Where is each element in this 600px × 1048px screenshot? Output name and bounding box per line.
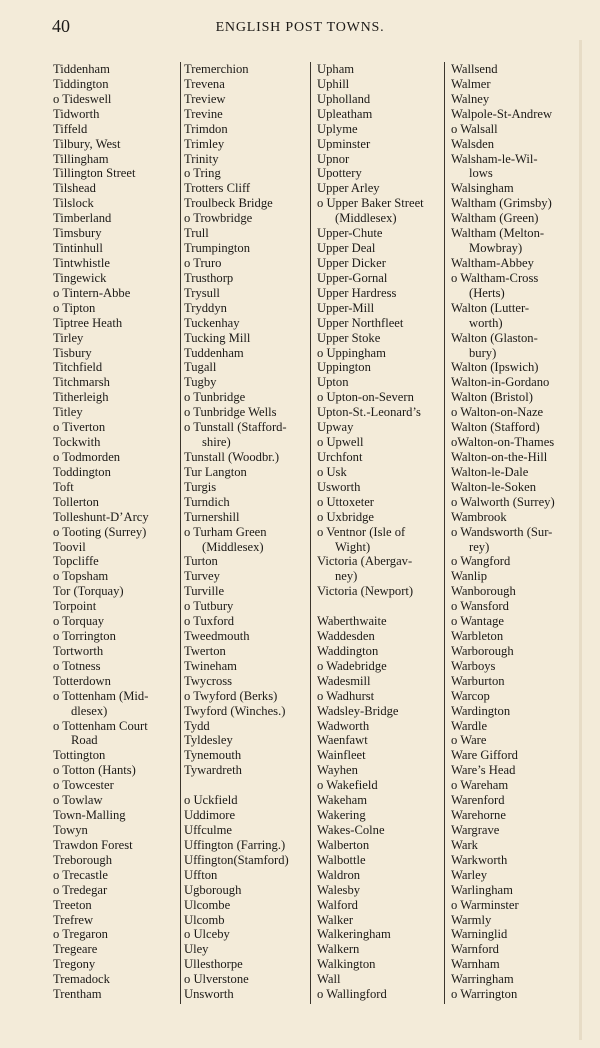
town-entry: Warmly bbox=[451, 912, 492, 927]
town-entry: Walmer bbox=[451, 76, 491, 91]
town-entry: Wakes-Colne bbox=[317, 823, 385, 838]
town-entry: Walsham-le-Wil- bbox=[451, 151, 538, 166]
town-entry: Ware’s Head bbox=[451, 763, 516, 778]
spacer bbox=[317, 599, 445, 614]
town-entry: Upper Hardress bbox=[317, 285, 397, 300]
town-entry: o Towlaw bbox=[53, 793, 103, 808]
town-entry: bury) bbox=[469, 345, 497, 360]
town-entry: Tuckenhay bbox=[184, 315, 240, 330]
town-entry: Twineham bbox=[184, 658, 237, 673]
town-entry: Tryddyn bbox=[184, 300, 227, 315]
town-entry: o Towcester bbox=[53, 778, 114, 793]
town-entry: Waltham-Abbey bbox=[451, 255, 534, 270]
town-entry: lows bbox=[469, 166, 493, 181]
town-entry: Wadsley-Bridge bbox=[317, 703, 399, 718]
town-entry: Upton bbox=[317, 375, 349, 390]
town-entry: Trinity bbox=[184, 151, 219, 166]
town-entry: o Tottenham (Mid- bbox=[53, 688, 149, 703]
town-entry: o Turham Green bbox=[184, 524, 267, 539]
town-entry: Warley bbox=[451, 867, 488, 882]
town-entry: Toddington bbox=[53, 464, 111, 479]
town-entry: ney) bbox=[335, 569, 358, 584]
town-entry: Tor (Torquay) bbox=[53, 584, 124, 599]
town-entry: o Topsham bbox=[53, 569, 109, 584]
town-entry: Ware Gifford bbox=[451, 748, 518, 763]
town-entry: Wainfleet bbox=[317, 748, 366, 763]
town-entry: Wambrook bbox=[451, 509, 507, 524]
town-entry: Tugby bbox=[184, 375, 217, 390]
town-entry: o Ventnor (Isle of bbox=[317, 524, 406, 539]
town-entry: o Uppingham bbox=[317, 345, 386, 360]
town-entry: Warninglid bbox=[451, 927, 508, 942]
town-entry: o Ulverstone bbox=[184, 972, 249, 987]
town-entry: o Warrington bbox=[451, 987, 518, 1002]
town-entry: Titchfield bbox=[53, 360, 103, 375]
town-entry: Road bbox=[71, 733, 98, 748]
town-entry: o Waltham-Cross bbox=[451, 270, 539, 285]
town-entry: o Walton-on-Naze bbox=[451, 405, 544, 420]
town-entry: Victoria (Abergav- bbox=[317, 554, 413, 569]
town-entry: o Upwell bbox=[317, 435, 364, 450]
town-entry: Warlingham bbox=[451, 882, 513, 897]
town-entry: Towyn bbox=[53, 823, 88, 838]
town-entry: Walton (Bristol) bbox=[451, 390, 533, 405]
town-entry: Upholland bbox=[317, 91, 371, 106]
town-entry: (Middlesex) bbox=[202, 539, 264, 554]
town-entry: Treeton bbox=[53, 897, 92, 912]
town-entry: Trysull bbox=[184, 285, 220, 300]
town-entry: Uddimore bbox=[184, 808, 236, 823]
town-entry: Warcop bbox=[451, 688, 490, 703]
town-entry: o Tunbridge bbox=[184, 390, 246, 405]
town-entry: o Ware bbox=[451, 733, 487, 748]
town-entry: Walton-in-Gordano bbox=[451, 375, 550, 390]
town-entry: Wanlip bbox=[451, 569, 488, 584]
town-entry: Warringham bbox=[451, 972, 514, 987]
town-entry: Tuddenham bbox=[184, 345, 244, 360]
town-entry: Trevine bbox=[184, 106, 223, 121]
town-entry: Waltham (Melton- bbox=[451, 226, 545, 241]
town-entry: o Upper Baker Street bbox=[317, 196, 424, 211]
town-entry: dlesex) bbox=[71, 703, 108, 718]
town-entry: Wakeham bbox=[317, 793, 368, 808]
town-entry: o Tideswell bbox=[53, 91, 112, 106]
town-entry: Waddesden bbox=[317, 629, 375, 644]
town-entry: Upway bbox=[317, 420, 354, 435]
town-entry: Tynemouth bbox=[184, 748, 242, 763]
town-entry: Tiddenham bbox=[53, 62, 110, 76]
town-entry: Walpole-St-Andrew bbox=[451, 106, 553, 121]
town-entry: Warboys bbox=[451, 658, 496, 673]
town-entry: Trimley bbox=[184, 136, 225, 151]
town-entry: Town-Malling bbox=[53, 808, 126, 823]
town-entry: Waldron bbox=[317, 867, 361, 882]
town-entry: o Wadhurst bbox=[317, 688, 375, 703]
town-entry: Upham bbox=[317, 62, 355, 76]
town-entry: Tregeare bbox=[53, 942, 98, 957]
town-entry: Tockwith bbox=[53, 435, 101, 450]
town-entry: o Wandsworth (Sur- bbox=[451, 524, 553, 539]
town-entry: Wakering bbox=[317, 808, 366, 823]
town-entry: Wall bbox=[317, 972, 341, 987]
town-entry: Turton bbox=[184, 554, 218, 569]
town-entry: Tintwhistle bbox=[53, 255, 110, 270]
town-entry: o Usk bbox=[317, 464, 347, 479]
town-entry: Trotters Cliff bbox=[184, 181, 251, 196]
town-entry: Warehorne bbox=[451, 808, 506, 823]
column-4 bbox=[451, 62, 575, 1012]
town-entry: Upper Arley bbox=[317, 181, 380, 196]
town-entry: Upper Northfleet bbox=[317, 315, 404, 330]
town-entry: o Ulceby bbox=[184, 927, 230, 942]
town-entry: Tilshead bbox=[53, 181, 96, 196]
town-entry: Waltham (Grimsby) bbox=[451, 196, 552, 211]
town-entry: Turville bbox=[184, 584, 225, 599]
town-entry: worth) bbox=[469, 315, 503, 330]
town-entry: Upper Dicker bbox=[317, 255, 386, 270]
town-entry: (Herts) bbox=[469, 285, 505, 300]
town-entry: Tur Langton bbox=[184, 464, 247, 479]
town-entry: o Tiverton bbox=[53, 420, 106, 435]
town-entry: Tortworth bbox=[53, 643, 104, 658]
town-entry: Ullesthorpe bbox=[184, 957, 243, 972]
town-entry: Tolleshunt-D’Arcy bbox=[53, 509, 149, 524]
town-entry: Victoria (Newport) bbox=[317, 584, 414, 599]
town-entry: Upper Deal bbox=[317, 241, 376, 256]
town-entry: Tremadock bbox=[53, 972, 110, 987]
town-entry: Warnford bbox=[451, 942, 499, 957]
town-entry: Topcliffe bbox=[53, 554, 99, 569]
town-entry: Toovil bbox=[53, 539, 86, 554]
town-entry: Upton-St.-Leonard’s bbox=[317, 405, 421, 420]
town-entry: Tregony bbox=[53, 957, 96, 972]
town-entry: Tywardreth bbox=[184, 763, 242, 778]
town-entry: Turndich bbox=[184, 494, 230, 509]
town-entry: o Tring bbox=[184, 166, 221, 181]
town-entry: Tweedmouth bbox=[184, 629, 250, 644]
town-entry: Walberton bbox=[317, 837, 370, 852]
town-entry: Warenford bbox=[451, 793, 505, 808]
town-entry: Walton-on-the-Hill bbox=[451, 449, 548, 464]
town-entry: Walesby bbox=[317, 882, 361, 897]
town-entry: Wight) bbox=[335, 539, 371, 554]
town-entry: Ugborough bbox=[184, 882, 242, 897]
town-entry: Treview bbox=[184, 91, 226, 106]
town-entry: o Tottenham Court bbox=[53, 718, 148, 733]
town-entry: o Wakefield bbox=[317, 778, 378, 793]
town-entry: Tollerton bbox=[53, 494, 99, 509]
town-entry: Upper-Mill bbox=[317, 300, 375, 315]
town-entry: Uppington bbox=[317, 360, 371, 375]
town-entry: Titley bbox=[53, 405, 83, 420]
town-entry: Upper Stoke bbox=[317, 330, 381, 345]
town-entry: o Tooting (Surrey) bbox=[53, 524, 147, 539]
town-entry: Waddington bbox=[317, 643, 379, 658]
town-entry: Wanborough bbox=[451, 584, 516, 599]
town-entry: Wargrave bbox=[451, 823, 500, 838]
town-entry: Waltham (Green) bbox=[451, 211, 539, 226]
town-entry: Totterdown bbox=[53, 673, 111, 688]
town-entry: Uffington (Farring.) bbox=[184, 837, 286, 852]
town-entry: Turgis bbox=[184, 479, 217, 494]
town-entry: o Totton (Hants) bbox=[53, 763, 136, 778]
town-entry: Tillingham bbox=[53, 151, 109, 166]
town-entry: o Uckfield bbox=[184, 793, 238, 808]
town-entry: o Tunbridge Wells bbox=[184, 405, 277, 420]
town-entry: Wadesmill bbox=[317, 673, 371, 688]
town-entry: Trevena bbox=[184, 76, 225, 91]
town-entry: o Warminster bbox=[451, 897, 519, 912]
town-entry: Upnor bbox=[317, 151, 350, 166]
town-entry: Walsingham bbox=[451, 181, 514, 196]
town-entry: Waberthwaite bbox=[317, 614, 387, 629]
town-entry: Tillington Street bbox=[53, 166, 136, 181]
town-entry: o Trowbridge bbox=[184, 211, 253, 226]
town-entry: Tilbury, West bbox=[53, 136, 121, 151]
town-entry: Ulcombe bbox=[184, 897, 231, 912]
town-entry: o Wareham bbox=[451, 778, 509, 793]
town-entry: Toft bbox=[53, 479, 74, 494]
town-entry: Mowbray) bbox=[469, 241, 523, 256]
town-entry: Trull bbox=[184, 226, 209, 241]
town-entry: Uffington(Stamford) bbox=[184, 852, 289, 867]
page-edge-shadow bbox=[579, 40, 582, 1040]
town-entry: Urchfont bbox=[317, 449, 363, 464]
town-entry: Ulcomb bbox=[184, 912, 225, 927]
town-entry: o Tutbury bbox=[184, 599, 234, 614]
town-entry: Turnershill bbox=[184, 509, 240, 524]
town-entry: Trefrew bbox=[53, 912, 94, 927]
town-entry: Timsbury bbox=[53, 226, 102, 241]
town-entry: Tydd bbox=[184, 718, 210, 733]
town-entry: Twycross bbox=[184, 673, 233, 688]
town-entry: o Tipton bbox=[53, 300, 96, 315]
town-entry: Tiddington bbox=[53, 76, 109, 91]
town-entry: Turvey bbox=[184, 569, 220, 584]
town-entry: Walsden bbox=[451, 136, 495, 151]
town-entry: Uplyme bbox=[317, 121, 358, 136]
town-entry: Walford bbox=[317, 897, 358, 912]
town-entry: Twyford (Winches.) bbox=[184, 703, 286, 718]
town-entry: Warborough bbox=[451, 643, 514, 658]
town-entry: Torpoint bbox=[53, 599, 97, 614]
town-entry: Warburton bbox=[451, 673, 505, 688]
town-entry: Upminster bbox=[317, 136, 371, 151]
town-entry: Twerton bbox=[184, 643, 226, 658]
town-entry: Waenfawt bbox=[317, 733, 368, 748]
town-entry: o Walworth (Surrey) bbox=[451, 494, 555, 509]
town-entry: Tintinhull bbox=[53, 241, 103, 256]
column-1 bbox=[53, 62, 177, 1012]
town-entry: Wardington bbox=[451, 703, 511, 718]
town-entry: Walton (Lutter- bbox=[451, 300, 530, 315]
town-entry: o Todmorden bbox=[53, 449, 121, 464]
town-entry: o Trecastle bbox=[53, 867, 108, 882]
town-entry: Uffculme bbox=[184, 823, 233, 838]
town-entry: o Tintern-Abbe bbox=[53, 285, 131, 300]
town-entry: shire) bbox=[202, 435, 231, 450]
town-entry: Tidworth bbox=[53, 106, 100, 121]
town-entry: o Tunstall (Stafford- bbox=[184, 420, 287, 435]
town-entry: Upottery bbox=[317, 166, 362, 181]
town-entry: Tyldesley bbox=[184, 733, 233, 748]
town-entry: Trusthorp bbox=[184, 270, 234, 285]
town-entry: Titherleigh bbox=[53, 390, 109, 405]
town-entry: Treborough bbox=[53, 852, 113, 867]
town-entry: Walkern bbox=[317, 942, 360, 957]
town-entry: Upper-Gornal bbox=[317, 270, 388, 285]
town-entry: o Uttoxeter bbox=[317, 494, 375, 509]
town-entry: Tugall bbox=[184, 360, 217, 375]
town-entry: Upper-Chute bbox=[317, 226, 383, 241]
town-entry: Timberland bbox=[53, 211, 112, 226]
town-entry: Tottington bbox=[53, 748, 106, 763]
town-entry: (Middlesex) bbox=[335, 211, 397, 226]
town-entry: Tisbury bbox=[53, 345, 92, 360]
town-entry: o Tregaron bbox=[53, 927, 108, 942]
town-entry: Walton-le-Soken bbox=[451, 479, 537, 494]
town-entry: Warnham bbox=[451, 957, 500, 972]
town-columns bbox=[50, 62, 575, 1012]
town-entry: o Wadebridge bbox=[317, 658, 387, 673]
page-number: 40 bbox=[52, 16, 70, 36]
town-entry: Tilslock bbox=[53, 196, 94, 211]
town-entry: Walton-le-Dale bbox=[451, 464, 529, 479]
town-entry: oWalton-on-Thames bbox=[451, 435, 555, 450]
town-entry: Walton (Ipswich) bbox=[451, 360, 539, 375]
spacer bbox=[184, 778, 308, 793]
town-entry: o Truro bbox=[184, 255, 222, 270]
column-2 bbox=[184, 62, 308, 1012]
town-entry: Wark bbox=[451, 837, 478, 852]
town-entry: Troulbeck Bridge bbox=[184, 196, 273, 211]
town-entry: Titchmarsh bbox=[53, 375, 110, 390]
town-entry: Uphill bbox=[317, 76, 350, 91]
town-entry: o Uxbridge bbox=[317, 509, 375, 524]
town-entry: Walton (Glaston- bbox=[451, 330, 538, 345]
town-entry: Wardle bbox=[451, 718, 488, 733]
town-entry: Tiffeld bbox=[53, 121, 88, 136]
town-entry: Trimdon bbox=[184, 121, 228, 136]
town-entry: Uffton bbox=[184, 867, 218, 882]
town-entry: Warkworth bbox=[451, 852, 508, 867]
town-entry: o Upton-on-Severn bbox=[317, 390, 414, 405]
town-entry: Trentham bbox=[53, 987, 102, 1002]
town-entry: o Walsall bbox=[451, 121, 498, 136]
town-entry: rey) bbox=[469, 539, 490, 554]
town-entry: Uley bbox=[184, 942, 209, 957]
town-entry: Trumpington bbox=[184, 241, 251, 256]
town-entry: Tunstall (Woodbr.) bbox=[184, 449, 280, 464]
town-entry: o Twyford (Berks) bbox=[184, 688, 278, 703]
town-entry: Upleatham bbox=[317, 106, 373, 121]
town-entry: Trawdon Forest bbox=[53, 837, 133, 852]
town-entry: Tucking Mill bbox=[184, 330, 251, 345]
town-entry: Wayhen bbox=[317, 763, 358, 778]
town-entry: o Torrington bbox=[53, 629, 116, 644]
town-entry: o Torquay bbox=[53, 614, 105, 629]
town-entry: o Tuxford bbox=[184, 614, 235, 629]
town-entry: Walbottle bbox=[317, 852, 366, 867]
town-entry: o Wansford bbox=[451, 599, 509, 614]
town-entry: Walker bbox=[317, 912, 354, 927]
column-3 bbox=[317, 62, 445, 1012]
town-entry: Unsworth bbox=[184, 987, 234, 1002]
town-entry: o Wallingford bbox=[317, 987, 387, 1002]
running-title: ENGLISH POST TOWNS. bbox=[215, 20, 385, 35]
town-entry: o Wantage bbox=[451, 614, 504, 629]
town-entry: Usworth bbox=[317, 479, 361, 494]
town-entry: o Tredegar bbox=[53, 882, 108, 897]
town-entry: o Wangford bbox=[451, 554, 511, 569]
town-entry: Walton (Stafford) bbox=[451, 420, 540, 435]
town-entry: Tirley bbox=[53, 330, 84, 345]
town-entry: Walkeringham bbox=[317, 927, 391, 942]
town-entry: Tremerchion bbox=[184, 62, 249, 76]
town-entry: o Totness bbox=[53, 658, 101, 673]
town-entry: Wallsend bbox=[451, 62, 498, 76]
town-entry: Wadworth bbox=[317, 718, 370, 733]
page-header bbox=[0, 16, 600, 42]
town-entry: Walney bbox=[451, 91, 490, 106]
town-entry: Tingewick bbox=[53, 270, 107, 285]
town-entry: Walkington bbox=[317, 957, 376, 972]
town-entry: Warbleton bbox=[451, 629, 504, 644]
town-entry: Tiptree Heath bbox=[53, 315, 123, 330]
